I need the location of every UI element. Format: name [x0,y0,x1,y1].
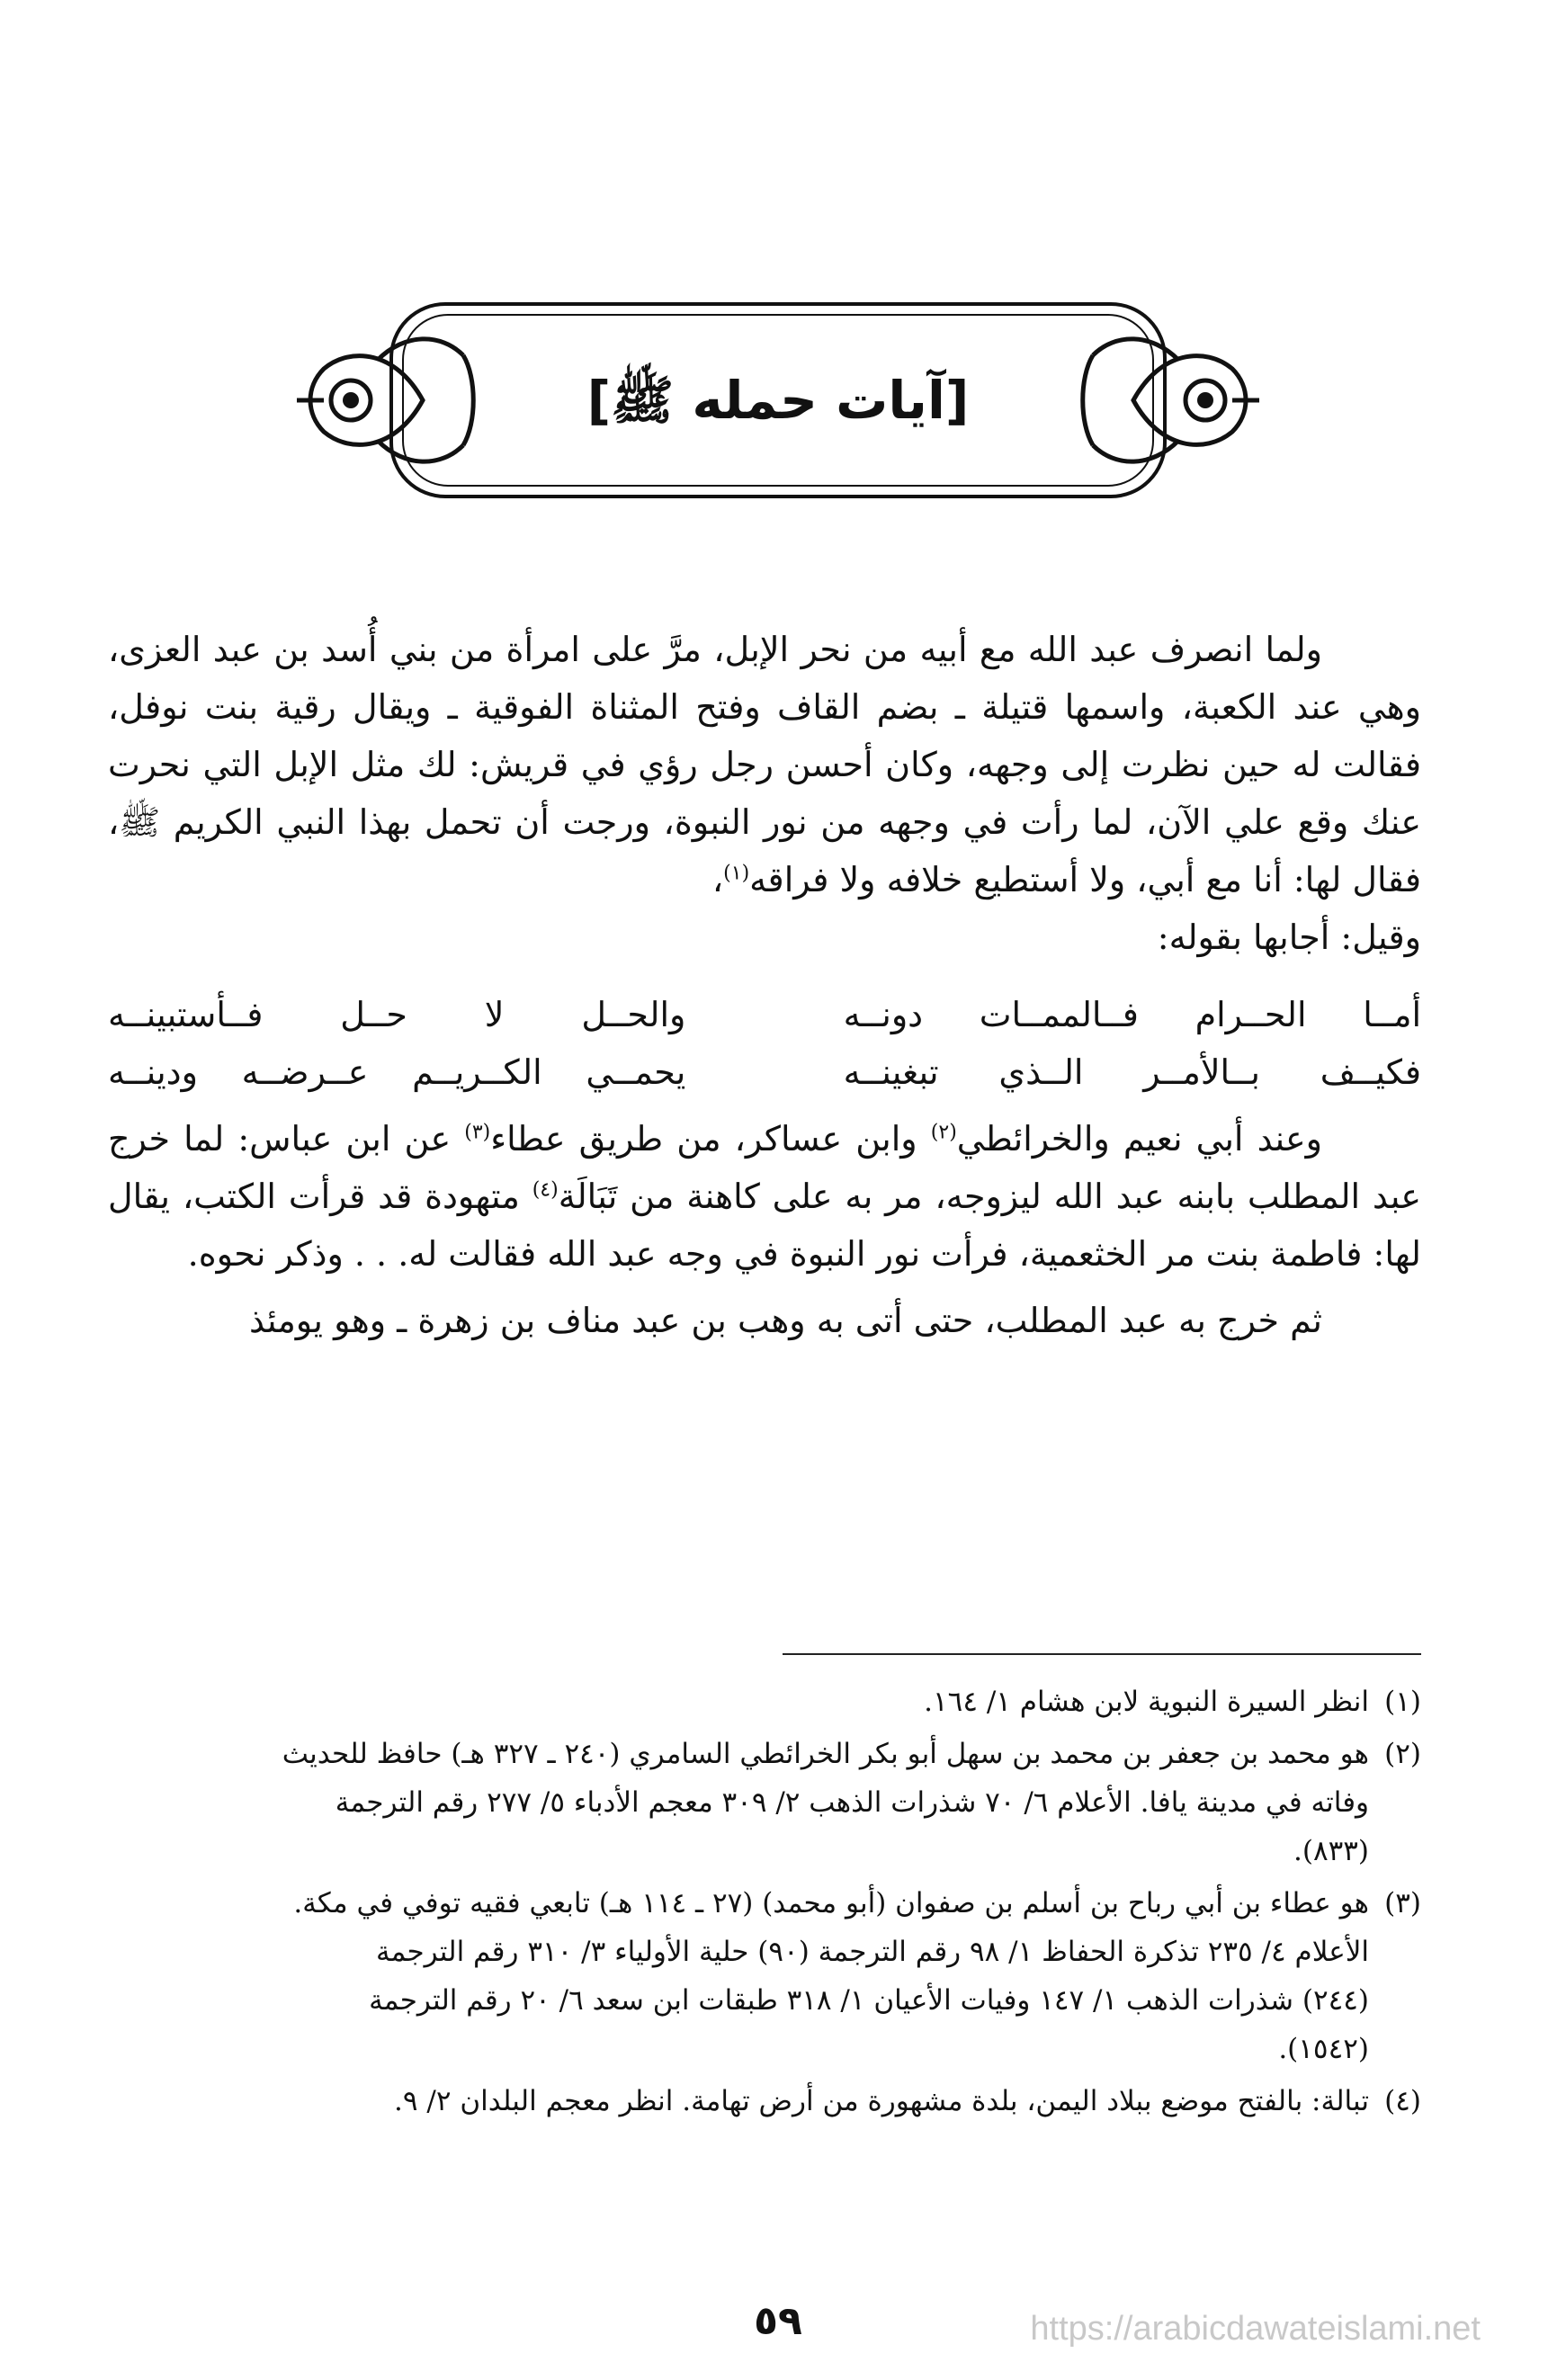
poem-line-1 [108,986,1421,1043]
footnote-4 [108,2077,1421,2125]
text-run: متهودة قد قرأت الكتب، يقال لها: فاطمة بنت مر الخثعمية، فرأت نور النبوة في وجه عبد الله فقالت له. . . وذكر نحوه. [108,1177,1421,1274]
title-ornament-frame [297,297,1259,504]
footnote-line: انظر السيرة النبوية لابن هشام ١/ ١٦٤. [924,1686,1369,1718]
paragraph-1: ولما انصرف عبد الله مع أبيه من نحر الإبل، مرَّ على امرأة من بني أُسد بن عبد العزى، وهي عند الكعبة، واسمها قتيلة ـ بضم القاف وفتح المثناة الفوقية ـ ويقال رقية بنت نوفل، فقالت له حين نظرت إلى وجهه، وكان أحسن رجل رؤي في قريش: لك مثل الإبل التي نحرت عنك وقع علي الآن، لما رأت في وجهه من نور النبوة، ورجت أن تحمل بهذا النبي الكريم ﷺ، فقال لها: أنا مع أبي، ولا أستطيع خلافه ولا فراقه$^{(١)}$، [108,630,1421,899]
poem-hemistich: فكيــف بــالأمــر الــذي تبغينــه [843,1052,1421,1092]
poem-hemistich: يحمــي الكــريــم عــرضــه ودينــه [108,1052,686,1092]
page-number: ٥٩ [754,2298,802,2344]
poem-line-2 [108,1043,1421,1101]
footnote-line: (١٥٤٢). [1278,2033,1369,2065]
footnote-number: (٢) [1384,1738,1421,1770]
footnote-line: تبالة: بالفتح موضع ببلاد اليمن، بلدة مشهورة من أرض تهامة. انظر معجم البلدان ٢/ ٩. [394,2085,1369,2117]
footnote-3 [108,1879,1421,2073]
footnote-divider [783,1653,1421,1655]
footnote-1 [108,1678,1421,1726]
text-run: وابن عساكر، من طريق عطاء [490,1119,931,1159]
footnote-line: الأعلام ٤/ ٢٣٥ تذكرة الحفاظ ١/ ٩٨ رقم الترجمة (٩٠) حلية الأولياء ٣/ ٣١٠ رقم الترجمة [375,1936,1369,1968]
footnote-line: هو عطاء بن أبي رباح بن أسلم بن صفوان (أبو محمد) (٢٧ ـ ١١٤ هـ) تابعي فقيه توفي في مكة. [293,1887,1369,1919]
poem [108,986,1421,1101]
paragraph-2: وقيل: أجابها بقوله: [1157,917,1421,957]
footnote-line: هو محمد بن جعفر بن محمد بن سهل أبو بكر الخرائطي السامري (٢٤٠ ـ ٣٢٧ هـ) حافظ للحديث [282,1738,1369,1770]
watermark-url: https://arabicdawateislami.net [1030,2310,1481,2348]
footnote-line: (٨٣٣). [1293,1835,1369,1867]
footnote-line: وفاته في مدينة يافا. الأعلام ٦/ ٧٠ شذرات الذهب ٢/ ٣٠٩ معجم الأدباء ٥/ ٢٧٧ رقم الترجمة [335,1786,1369,1819]
footnote-ref-3: (٣) [464,1121,491,1144]
footnote-ref-4: (٤) [532,1178,559,1202]
text-run: عن ابن عباس: لما خرج عبد المطلب بابنه عبد الله ليزوجه، مر به على كاهنة من تَبَالَة [108,1119,1421,1216]
footnote-number: (٣) [1384,1887,1421,1919]
footnote-ref-2: (٢) [930,1121,957,1144]
footnote-2 [108,1730,1421,1875]
footnote-number: (٤) [1384,2085,1421,2117]
footnote-number: (١) [1384,1686,1421,1718]
text-run: وعند أبي نعيم والخرائطي [956,1119,1323,1159]
poem-hemistich: والحــل لا حــل فــأستبينــه [108,995,686,1034]
paragraph-1-text: ولما انصرف عبد الله مع أبيه من نحر الإبل، مرَّ على امرأة من بني أُسد بن عبد العزى، وهي عند الكعبة، واسمها قتيلة ـ بضم القاف وفتح المثناة الفوقية ـ ويقال رقية بنت نوفل، فقالت له حين نظرت إلى وجهه، وكان أحسن رجل رؤي في قريش: لك مثل الإبل التي نحرت عنك وقع علي الآن، لما رأت في وجهه من نور النبوة، ورجت أن تحمل بهذا النبي الكريم ﷺ، فقال لها: أنا مع أبي، ولا أستطيع خلافه ولا فراقه [108,630,1421,899]
footnote-ref-1: (١) [723,862,750,885]
main-text [108,621,1421,1349]
paragraph-3 [108,1110,1421,1283]
poem-hemistich: أمــا الحــرام فــالممــات دونــه [843,995,1421,1034]
paragraph-4: ثم خرج به عبد المطلب، حتى أتى به وهب بن عبد مناف بن زهرة ـ وهو يومئذ [249,1301,1322,1340]
footnote-line: (٢٤٤) شذرات الذهب ١/ ١٤٧ وفيات الأعيان ١/ ٣١٨ طبقات ابن سعد ٦/ ٢٠ رقم الترجمة [369,1984,1369,2017]
chapter-title: [آيات حمله ﷺ] [586,370,970,431]
footnotes [108,1678,1421,2129]
